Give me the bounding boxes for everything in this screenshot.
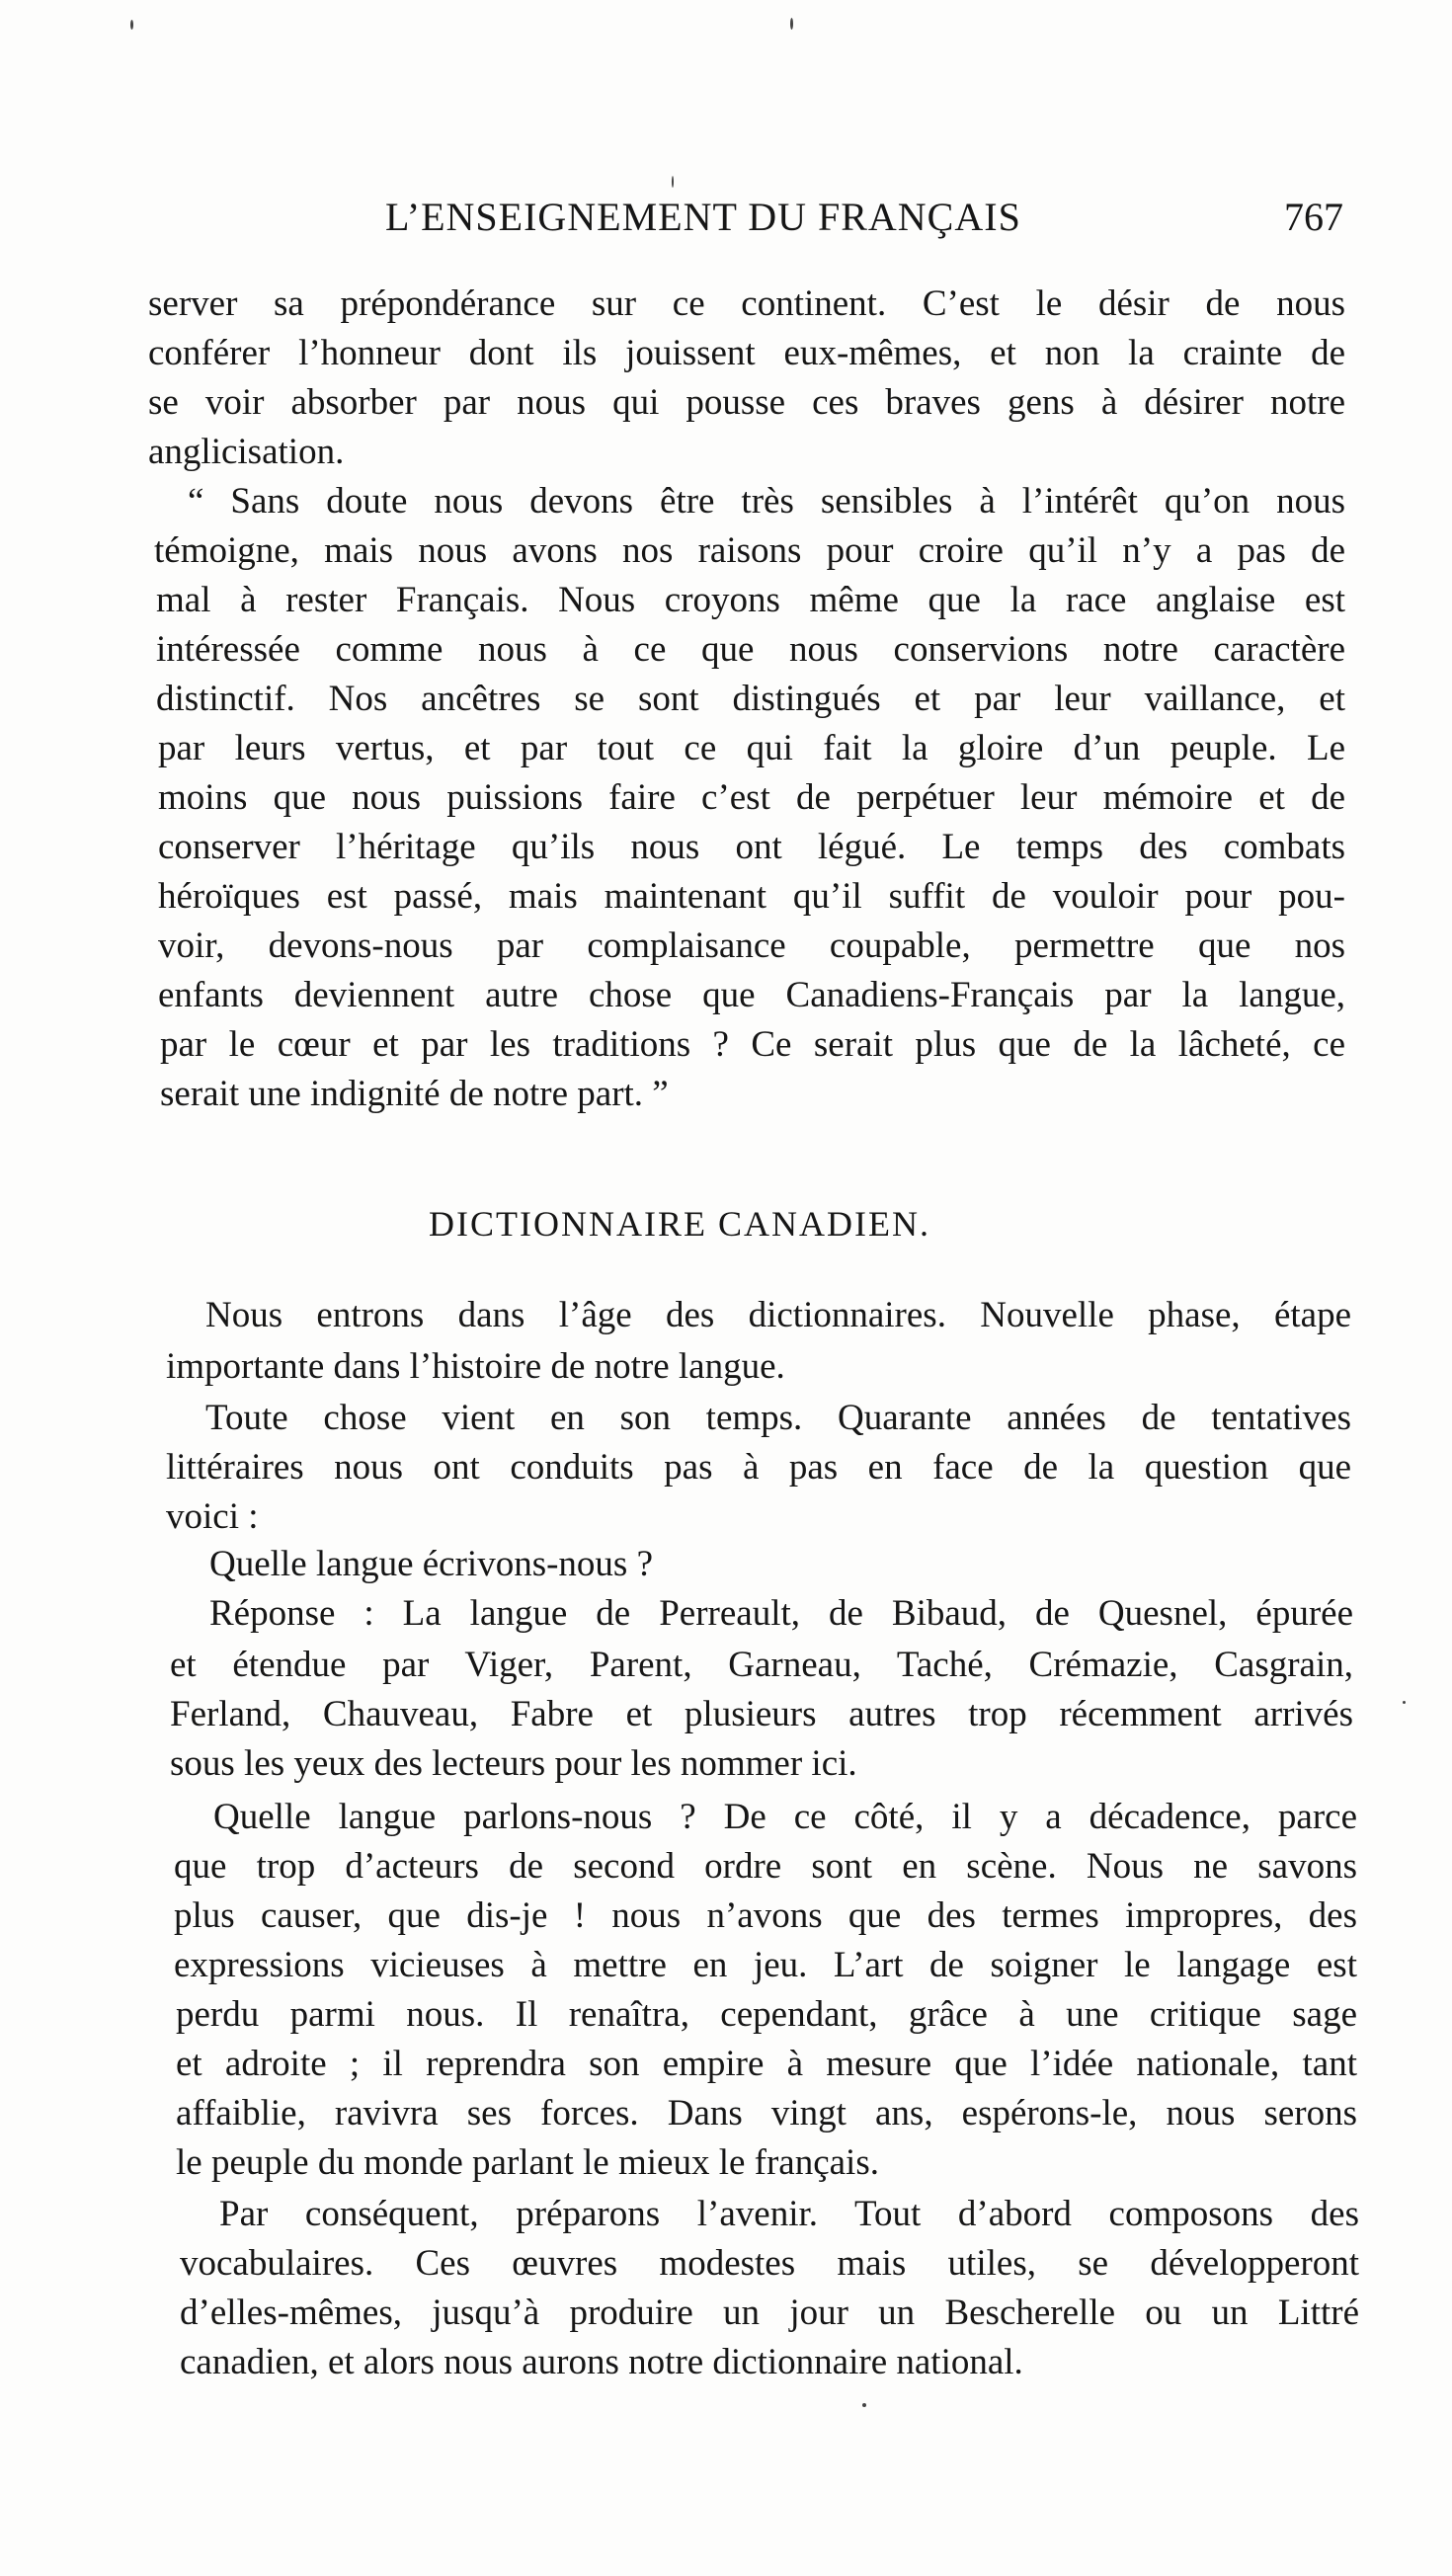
quote-line: distinctif. Nos ancêtres se sont distingués et par leur vaillance, et	[156, 679, 1345, 719]
quote-line: conserver l’héritage qu’ils nous ont légué. Le temps des combats	[158, 827, 1345, 867]
body-line: Quelle langue écrivons-nous ?	[209, 1544, 653, 1584]
quote-line: par le cœur et par les traditions ? Ce serait plus que de la lâcheté, ce	[160, 1024, 1345, 1065]
quote-line: par leurs vertus, et par tout ce qui fait la gloire d’un peuple. Le	[158, 728, 1345, 768]
quote-line: conférer l’honneur dont ils jouissent eux-mêmes, et non la crainte de	[148, 333, 1345, 373]
body-line: importante dans l’histoire de notre langue.	[166, 1346, 785, 1387]
body-line: plus causer, que dis-je ! nous n’avons que des termes impropres, des	[174, 1895, 1357, 1936]
body-line: voici :	[166, 1496, 259, 1537]
body-line: Ferland, Chauveau, Fabre et plusieurs autres trop récemment arrivés	[170, 1694, 1353, 1734]
quote-line: intéressée comme nous à ce que nous conservions notre caractère	[156, 629, 1345, 670]
body-line: que trop d’acteurs de second ordre sont en scène. Nous ne savons	[174, 1846, 1357, 1887]
body-line: Réponse : La langue de Perreault, de Bibaud, de Quesnel, épurée	[209, 1593, 1353, 1634]
quote-line: enfants deviennent autre chose que Canadiens-Français par la langue,	[158, 975, 1345, 1015]
scan-speck	[130, 20, 133, 30]
page-number: 767	[1284, 195, 1343, 239]
body-line: sous les yeux des lecteurs pour les nommer ici.	[170, 1743, 857, 1784]
scan-speck	[1403, 1701, 1406, 1704]
scan-speck	[790, 18, 793, 30]
body-line: expressions vicieuses à mettre en jeu. L’art de soigner le langage est	[174, 1945, 1357, 1985]
body-line: perdu parmi nous. Il renaîtra, cependant, grâce à une critique sage	[176, 1994, 1357, 2035]
body-line: Quelle langue parlons-nous ? De ce côté, il y a décadence, parce	[213, 1797, 1357, 1837]
running-title: L’ENSEIGNEMENT DU FRANÇAIS	[385, 195, 1021, 239]
quote-line: server sa prépondérance sur ce continent. C’est le désir de nous	[148, 283, 1345, 324]
body-line: le peuple du monde parlant le mieux le français.	[176, 2142, 879, 2183]
body-line: Par conséquent, préparons l’avenir. Tout d’abord composons des	[219, 2194, 1359, 2234]
body-line: canadien, et alors nous aurons notre dictionnaire national.	[180, 2342, 1023, 2382]
quote-line: serait une indignité de notre part. ”	[160, 1074, 669, 1114]
body-line: et étendue par Viger, Parent, Garneau, Taché, Crémazie, Casgrain,	[170, 1645, 1353, 1685]
body-line: affaiblie, ravivra ses forces. Dans vingt ans, espérons-le, nous serons	[176, 2093, 1357, 2133]
quote-line: anglicisation.	[148, 432, 345, 472]
body-line: et adroite ; il reprendra son empire à mesure que l’idée nationale, tant	[176, 2044, 1357, 2084]
quote-line: mal à rester Français. Nous croyons même que la race anglaise est	[156, 580, 1345, 620]
body-line: Nous entrons dans l’âge des dictionnaires. Nouvelle phase, étape	[205, 1295, 1351, 1335]
body-line: d’elles-mêmes, jusqu’à produire un jour un Bescherelle ou un Littré	[180, 2293, 1359, 2333]
scan-speck	[672, 176, 674, 188]
body-line: vocabulaires. Ces œuvres modestes mais utiles, se développeront	[180, 2243, 1359, 2284]
quote-line: voir, devons-nous par complaisance coupable, permettre que nos	[158, 926, 1345, 966]
quote-line: témoigne, mais nous avons nos raisons pour croire qu’il n’y a pas de	[154, 530, 1345, 571]
scan-speck	[862, 2403, 866, 2407]
running-head	[148, 194, 1343, 253]
body-line: Toute chose vient en son temps. Quarante années de tentatives	[205, 1398, 1351, 1438]
quote-line: moins que nous puissions faire c’est de perpétuer leur mémoire et de	[158, 777, 1345, 818]
quote-line: héroïques est passé, mais maintenant qu’il suffit de vouloir pour pou-	[158, 876, 1345, 917]
quote-line: “ Sans doute nous devons être très sensibles à l’intérêt qu’on nous	[188, 481, 1345, 522]
body-line: littéraires nous ont conduits pas à pas en face de la question que	[166, 1447, 1351, 1488]
section-heading: DICTIONNAIRE CANADIEN.	[429, 1204, 930, 1244]
quote-line: se voir absorber par nous qui pousse ces braves gens à désirer notre	[148, 382, 1345, 423]
